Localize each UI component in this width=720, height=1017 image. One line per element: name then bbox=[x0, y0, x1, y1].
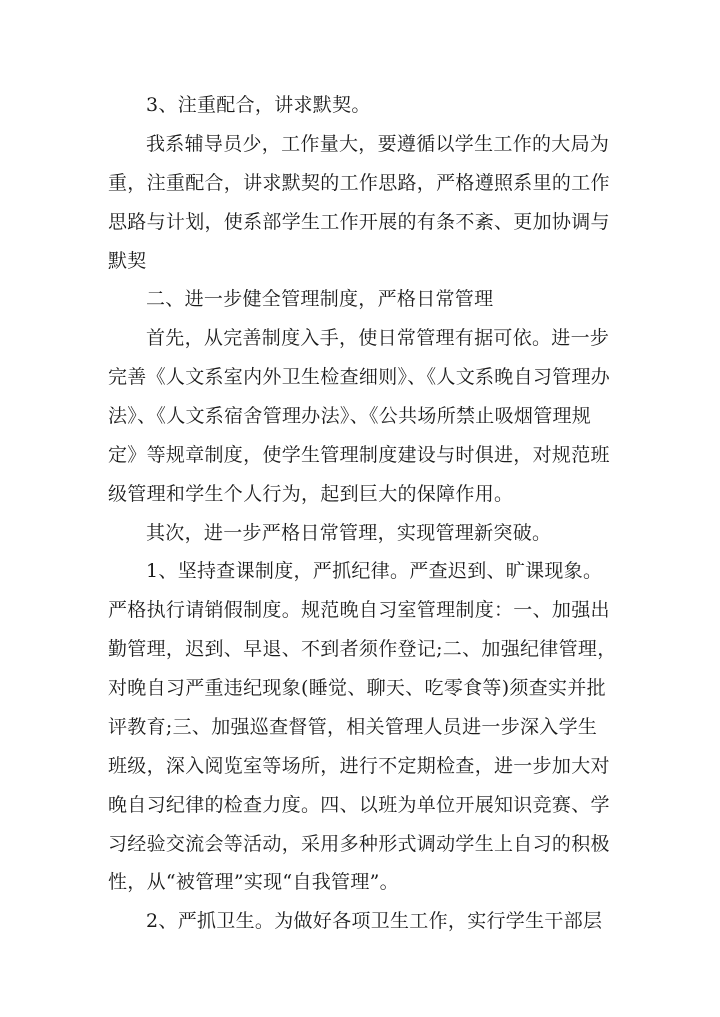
paragraph-line: 首先，从完善制度入手，使日常管理有据可依。进一步 bbox=[146, 327, 610, 349]
paragraph-line: 对晚自习严重违纪现象(睡觉、聊天、吃零食等)须查实并批 bbox=[108, 677, 606, 699]
paragraph-line: 我系辅导员少，工作量大，要遵循以学生工作的大局为 bbox=[146, 133, 610, 155]
paragraph-line: 习经验交流会等活动，采用多种形式调动学生上自习的积极 bbox=[108, 833, 610, 855]
paragraph-line: 法》、《人文系宿舍管理办法》、《公共场所禁止吸烟管理规 bbox=[108, 405, 592, 427]
paragraph-line: 严格执行请销假制度。规范晚自习室管理制度：一、加强出 bbox=[108, 599, 610, 621]
paragraph-line: 级管理和学生个人行为，起到巨大的保障作用。 bbox=[108, 483, 514, 505]
paragraph-line: 思路与计划，使系部学生工作开展的有条不紊、更加协调与 bbox=[108, 211, 610, 233]
paragraph-line: 晚自习纪律的检查力度。四、以班为单位开展知识竞赛、学 bbox=[108, 794, 610, 816]
paragraph-line: 定》等规章制度，使学生管理制度建设与时俱进，对规范班 bbox=[108, 444, 610, 466]
paragraph-line: 重，注重配合，讲求默契的工作思路，严格遵照系里的工作 bbox=[108, 172, 610, 194]
paragraph-line: 性，从“被管理”实现“自我管理”。 bbox=[108, 871, 399, 893]
paragraph-line: 班级，深入阅览室等场所，进行不定期检查，进一步加大对 bbox=[108, 755, 610, 777]
paragraph-line: 勤管理，迟到、早退、不到者须作登记;二、加强纪律管理， bbox=[108, 638, 617, 660]
paragraph-heading-1: 1、坚持查课制度，严抓纪律。严查迟到、旷课现象。 bbox=[146, 560, 603, 582]
paragraph-line: 默契 bbox=[108, 250, 147, 272]
paragraph-line: 评教育;三、加强巡查督管，相关管理人员进一步深入学生 bbox=[108, 716, 598, 738]
paragraph-line: 其次，进一步严格日常管理，实现管理新突破。 bbox=[146, 522, 552, 544]
paragraph-line: 完善《人文系室内外卫生检查细则》、《人文系晚自习管理办 bbox=[108, 366, 611, 388]
paragraph-heading-2: 2、严抓卫生。为做好各项卫生工作，实行学生干部层 bbox=[146, 910, 603, 932]
section-heading-2: 二、进一步健全管理制度，严格日常管理 bbox=[146, 288, 494, 310]
paragraph-heading-3: 3、注重配合，讲求默契。 bbox=[146, 94, 371, 116]
